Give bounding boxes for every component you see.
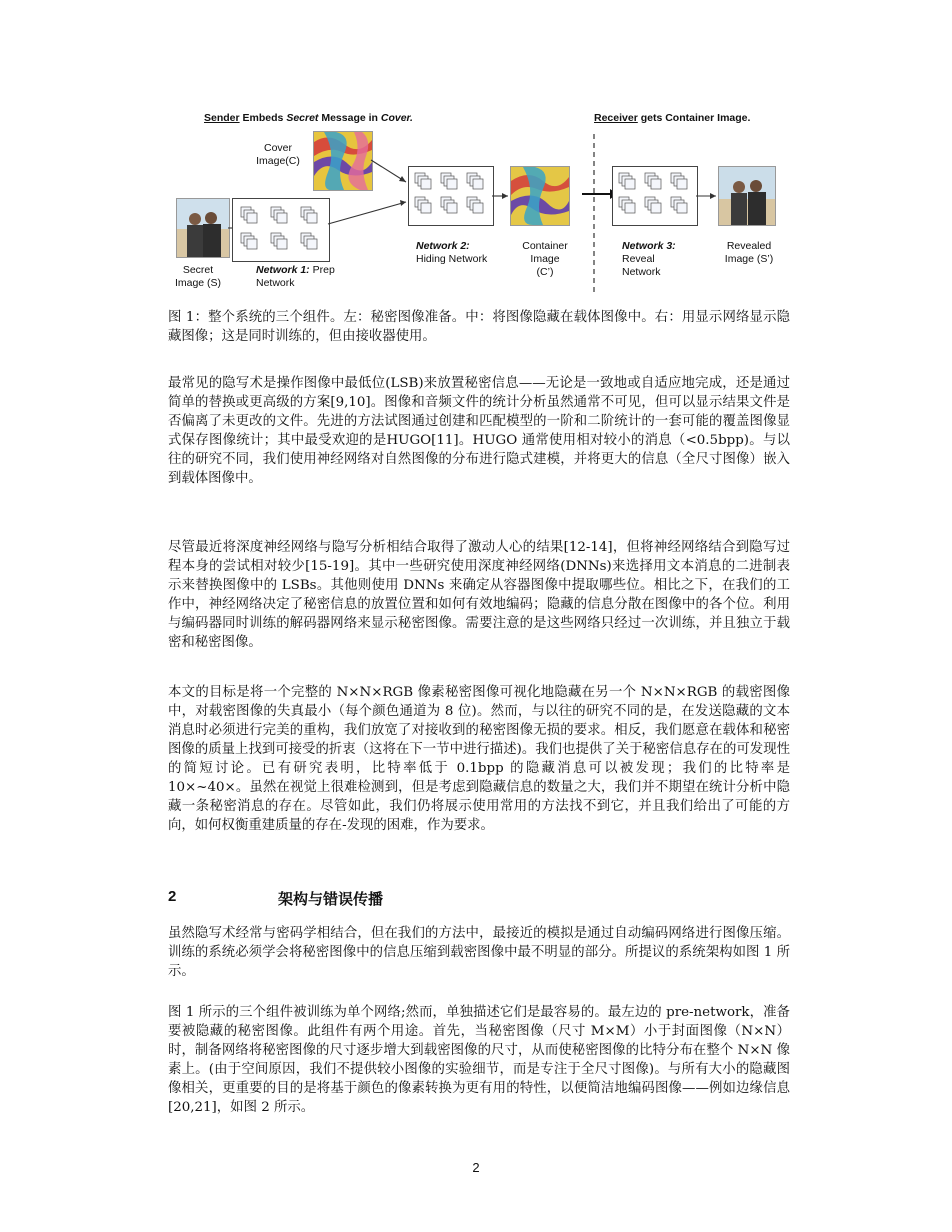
figure-1 xyxy=(170,104,790,300)
section-number: 2 xyxy=(168,888,177,905)
paragraph-1: 最常见的隐写术是操作图像中最低位(LSB)来放置秘密信息——无论是一致地或自适应地完成，还是通过简单的替换或更高级的方案[9,10]。图像和音频文件的统计分析虽然通常不可见，但可以显示结果文件是否偏离了未更改的文件。先进的方法试图通过创建和匹配模型的一阶和二阶统计的一套可能的覆盖图像显式保存图像统计；其中最受欢迎的是HUGO[11]。HUGO 通常使用相对较小的消息（<0.5bpp)。与以往的研究不同，我们使用神经网络对自然图像的分布进行隐式建模，并将更大的信息（全尺寸图像）嵌入到载体图像中。 xyxy=(168,376,790,486)
figure-header-right: Receiver gets Container Image. xyxy=(594,112,751,124)
revealed-label: Revealed Image (S’) xyxy=(724,240,774,265)
paragraph-5: 图 1 所示的三个组件被训练为单个网络;然而，单独描述它们是最容易的。最左边的 pre-network，准备要被隐藏的秘密图像。此组件有两个用途。首先，当秘密图像（尺寸 M×M）小于封面图像（N×N）时，制备网络将秘密图像的尺寸逐步增大到载密图像的尺寸，从而使秘密图像的比特分布在整个 N×N 像素上。(由于空间原因，我们不提供较小图像的实验细节，而是专注于全尺寸图像)。与所有大小的隐藏图像相关，更重要的目的是将基于颜色的像素转换为更有用的特性，以便简洁地编码图像——例如边缘信息[20,21]，如图 2 所示。 xyxy=(168,1005,790,1115)
container-label: Container Image (C’) xyxy=(522,240,568,278)
figure-caption: 图 1：整个系统的三个组件。左：秘密图像准备。中：将图像隐藏在载体图像中。右：用显示网络显示隐藏图像；这是同时训练的，但由接收器使用。 xyxy=(168,310,790,344)
secret-label: Secret Image (S) xyxy=(174,264,222,289)
section-title: 架构与错误传播 xyxy=(278,890,384,908)
figure-header-left: Sender Embeds Secret Message in Cover. xyxy=(204,112,413,124)
paragraph-2: 尽管最近将深度神经网络与隐写分析相结合取得了激动人心的结果[12-14]，但将神经网络结合到隐写过程本身的尝试相对较少[15-19]。其中一些研究使用深度神经网络(DNNs)来选择用文本消息的二进制表示来替换图像中的 LSBs。其他则使用 DNNs 来确定从容器图像中提取哪些位。相比之下，在我们的工作中，神经网络决定了秘密信息的放置位置和如何有效地编码；隐藏的信息分散在图像中的各个位。利用与编码器同时训练的解码器网络来显示秘密图像。需要注意的是这些网络只经过一次训练，并且独立于载密和秘密图像。 xyxy=(168,540,790,650)
paragraph-3: 本文的目标是将一个完整的 N×N×RGB 像素秘密图像可视化地隐藏在另一个 N×N×RGB 的载密图像中，对载密图像的失真最小（每个颜色通道为 8 位)。然而，与以往的研究不同的是，在发送隐藏的文本消息时必须进行完美的重构，我们放宽了对接收到的秘密图像无损的要求。相反，我们愿意在载体和秘密图像的质量上找到可接受的折衷（这将在下一节中进行描述)。我们也提供了关于秘密信息存在的可发现性的简短讨论。已有研究表明，比特率低于 0.1bpp 的隐藏消息可以被发现；我们的比特率是 10×~40×。虽然在视觉上很难检测到，但是考虑到隐藏信息的数量之大，我们并不期望在统计分析中隐藏一条秘密消息的存在。尽管如此，我们仍将展示使用常用的方法找不到它，并且我们给出了可能的方向，如何权衡重建质量的存在-发现的困难，作为要求。 xyxy=(168,685,790,833)
paragraph-4: 虽然隐写术经常与密码学相结合，但在我们的方法中，最接近的模拟是通过自动编码网络进行图像压缩。训练的系统必须学会将秘密图像中的信息压缩到载密图像中最不明显的部分。所提议的系统架构如图 1 所示。 xyxy=(168,926,790,979)
network-1-label: Network 1: Prep Network xyxy=(256,264,335,289)
page-number: 2 xyxy=(472,1160,480,1175)
network-3-label: Network 3: Reveal Network xyxy=(622,240,676,278)
flow-arrows xyxy=(170,104,790,300)
cover-label: Cover Image(C) xyxy=(256,142,300,167)
network-2-label: Network 2: Hiding Network xyxy=(416,240,488,265)
